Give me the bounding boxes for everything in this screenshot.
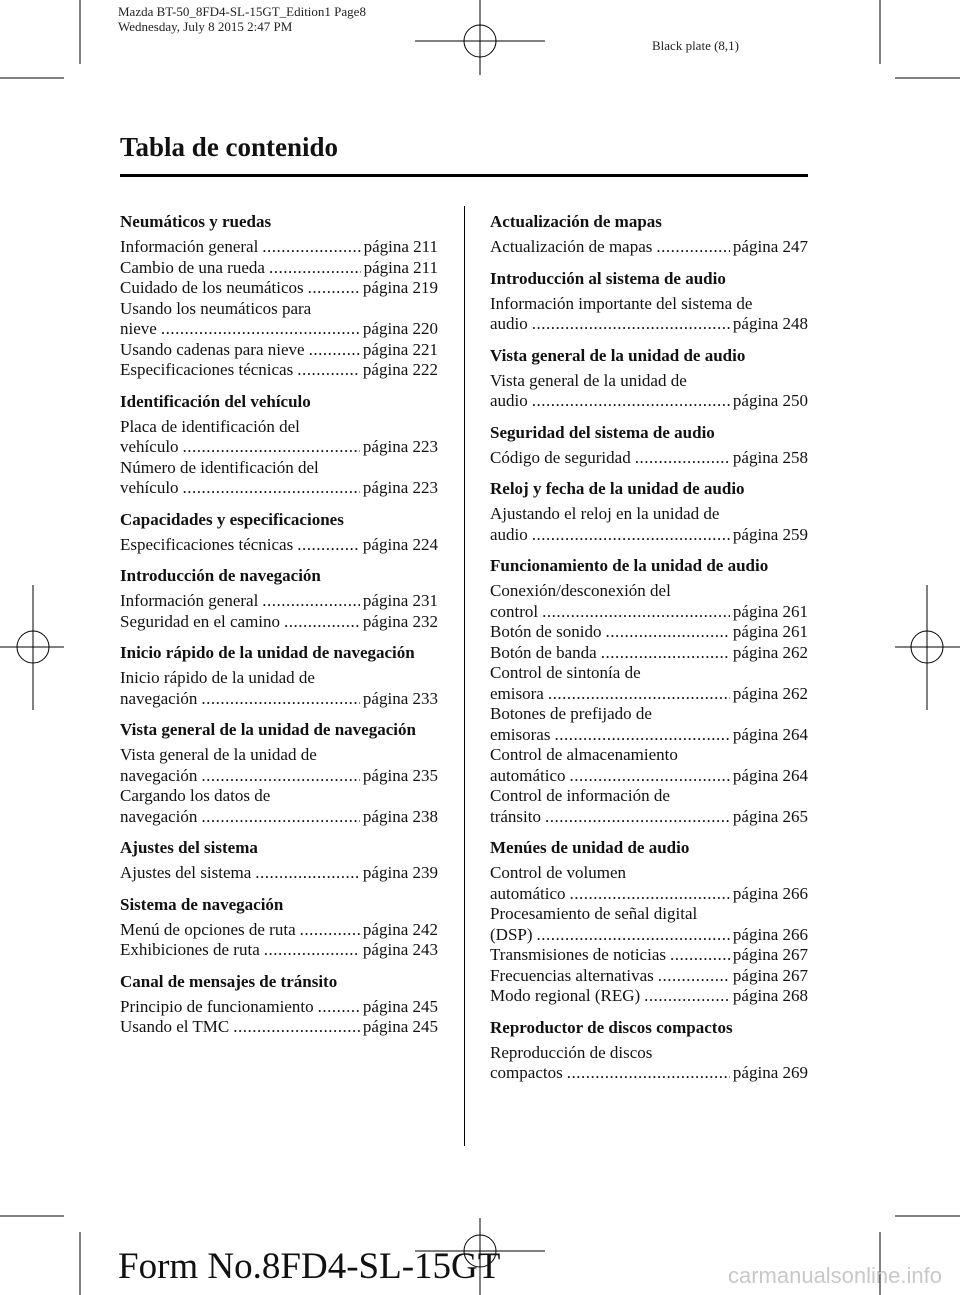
entry-line [120,237,438,258]
toc-entry[interactable] [490,945,808,966]
entry-title-line: Procesamiento de señal digital [490,904,698,923]
dot-leader [262,591,360,612]
section-heading: Neumáticos y ruedas [120,212,272,231]
entry-title: Botón de sonido [490,622,602,641]
toc-section [490,555,808,827]
page-reference[interactable]: página 223 [362,478,438,497]
entry-title: Cambio de una rueda [120,257,265,277]
toc-entry[interactable] [490,663,808,704]
dot-leader [545,807,730,828]
toc-section [120,211,438,381]
page-reference[interactable]: página 245 [362,996,438,1016]
entry-title: Modo regional (REG) [490,986,641,1005]
toc-entry[interactable] [490,745,808,786]
dot-leader [644,986,730,1007]
entry-title: compactos [490,1063,563,1082]
toc-entry[interactable] [120,612,438,633]
section-heading: Ajustes del sistema [120,838,258,857]
dot-leader [297,360,360,381]
entry-line [120,478,438,499]
entry-line [490,986,808,1007]
dot-leader [300,920,360,941]
toc-entry[interactable] [120,360,438,381]
entry-line [120,807,438,828]
page-reference[interactable]: página 239 [362,863,438,882]
toc-section [490,268,808,335]
entry-title: Ajustes del sistema [120,863,252,882]
toc-section [120,719,438,827]
page-reference[interactable]: página 242 [362,919,438,939]
toc-entry[interactable] [120,417,438,458]
dot-leader [264,940,360,961]
page-reference[interactable]: página 248 [732,314,808,333]
toc-entry[interactable] [490,237,808,258]
toc-entry[interactable] [490,448,808,469]
section-heading: Reloj y fecha de la unidad de audio [490,479,745,498]
section-heading: Reproductor de discos compactos [490,1017,733,1037]
toc-entry[interactable] [120,237,438,258]
page-reference[interactable]: página 224 [362,534,438,554]
toc-entry[interactable] [490,863,808,904]
dot-leader [670,945,730,966]
entry-line [490,314,808,335]
toc-section [490,422,808,469]
page-reference[interactable]: página 219 [362,278,438,297]
dot-leader [537,925,730,946]
entry-line [120,535,438,556]
page-reference[interactable]: página 250 [732,391,808,410]
entry-title-line: Número de identificación del [120,457,319,477]
toc-section [120,565,438,632]
entry-line [120,863,438,884]
toc-section [490,1017,808,1084]
toc-entry[interactable] [120,258,438,279]
dot-leader [308,278,360,299]
section-heading: Funcionamiento de la unidad de audio [490,556,769,575]
entry-title: navegación [120,806,198,826]
entry-title: Código de seguridad [490,447,631,467]
dot-leader [601,643,730,664]
toc-entry[interactable] [490,986,808,1007]
page-reference[interactable]: página 223 [362,437,438,456]
toc-entry[interactable] [490,622,808,643]
dot-leader [548,684,730,705]
entry-title-line: Control de volumen [490,863,626,882]
entry-line [490,925,808,946]
entry-title-line: Control de almacenamiento [490,745,678,764]
dot-leader [570,884,730,905]
page-reference[interactable]: página 258 [732,447,808,467]
entry-title: (DSP) [490,924,533,944]
entry-title: Información general [120,237,259,256]
page-reference[interactable]: página 220 [362,319,438,338]
entry-line [120,319,438,340]
page-reference[interactable]: página 222 [362,360,438,379]
entry-line [120,920,438,941]
page-reference[interactable]: página 259 [732,524,808,544]
dot-leader [201,766,360,787]
dot-leader [269,258,361,279]
toc-entry[interactable] [120,278,438,299]
entry-line [490,884,808,905]
page-reference[interactable]: página 268 [732,986,808,1005]
toc-entry[interactable] [490,904,808,945]
page-reference[interactable]: página 245 [362,1017,438,1036]
entry-title: automático [490,765,566,785]
entry-title-line: Vista general de la unidad de [490,370,687,390]
dot-leader [567,1063,730,1084]
page-reference[interactable]: página 262 [732,642,808,662]
entry-title-line: Cargando los datos de [120,786,271,805]
toc-section [490,478,808,545]
toc-entry[interactable] [120,299,438,340]
section-heading: Seguridad del sistema de audio [490,422,715,442]
column-divider [464,206,465,1146]
page-reference[interactable]: página 262 [732,683,808,703]
entry-title: Botón de banda [490,642,597,662]
dot-leader [233,1017,360,1038]
dot-leader [183,478,360,499]
toc-entry[interactable] [490,643,808,664]
entry-title-line: Ajustando el reloj en la unidad de [490,504,720,523]
entry-line [490,391,808,412]
entry-line [120,591,438,612]
dot-leader [297,535,360,556]
dot-leader [201,807,360,828]
page-reference[interactable]: página 232 [362,611,438,631]
toc-section [490,211,808,258]
entry-title-line: Conexión/desconexión del [490,581,671,600]
entry-line [120,340,438,361]
section-heading: Vista general de la unidad de audio [490,345,746,365]
entry-title: Actualización de mapas [490,237,653,256]
entry-title: navegación [120,765,198,785]
print-header-plate: Black plate (8,1) [652,38,739,53]
title-rule [120,174,808,177]
toc-entry[interactable] [120,997,438,1018]
entry-title: audio [490,391,528,410]
dot-leader [532,391,730,412]
toc-entry[interactable] [490,1043,808,1084]
toc-entry[interactable] [490,581,808,622]
entry-line [490,237,808,258]
entry-title: Exhibiciones de ruta [120,940,260,959]
toc-entry[interactable] [120,863,438,884]
dot-leader [309,340,360,361]
section-heading: Menúes de unidad de audio [490,838,690,857]
entry-title: control [490,601,539,621]
dot-leader [255,863,360,884]
entry-title: tránsito [490,806,541,826]
entry-line [490,945,808,966]
page-reference[interactable]: página 261 [732,622,808,641]
watermark-logo: carmanualsonline.info [727,1263,942,1288]
entry-line [120,360,438,381]
toc-section [120,391,438,499]
page-reference[interactable]: página 221 [362,339,438,359]
entry-title-line: Vista general de la unidad de [120,745,317,764]
toc-section [490,837,808,1007]
entry-line [490,684,808,705]
entry-title: Usando el TMC [120,1017,230,1036]
toc-entry[interactable] [120,940,438,961]
toc-entry[interactable] [490,704,808,745]
toc-entry[interactable] [490,371,808,412]
entry-title: vehículo [120,437,179,456]
toc-entry[interactable] [120,745,438,786]
toc-entry[interactable] [120,340,438,361]
entry-title: Transmisiones de noticias [490,945,666,964]
form-number: Form No.8FD4-SL-15GT [118,1246,501,1287]
entry-title: Frecuencias alternativas [490,965,654,985]
section-heading: Sistema de navegación [120,894,284,914]
toc-section [120,894,438,961]
toc-right-column [490,211,808,1094]
entry-line [120,278,438,299]
entry-line [490,622,808,643]
page-reference[interactable]: página 264 [732,724,808,744]
dot-leader [532,525,730,546]
entry-title-line: Control de sintonía de [490,663,641,682]
entry-title: vehículo [120,478,179,497]
entry-line [120,997,438,1018]
entry-title: Usando cadenas para nieve [120,339,305,359]
entry-title: audio [490,524,528,544]
page-reference[interactable]: página 211 [363,237,438,256]
section-heading: Capacidades y especificaciones [120,509,344,529]
entry-title: Especificaciones técnicas [120,534,294,554]
entry-title-line: Reproducción de discos [490,1042,653,1062]
dot-leader [284,612,360,633]
entry-title: automático [490,883,566,903]
dot-leader [201,689,360,710]
entry-line [490,1063,808,1084]
page-reference[interactable]: página 233 [362,688,438,708]
section-heading: Introducción al sistema de audio [490,268,726,288]
page-reference[interactable]: página 238 [362,806,438,826]
entry-title-line: Información importante del sistema de [490,293,753,313]
entry-title-line: Usando los neumáticos para [120,298,312,318]
entry-line [490,966,808,987]
entry-line [120,940,438,961]
page-reference[interactable]: página 211 [363,257,438,277]
section-heading: Canal de mensajes de tránsito [120,971,338,991]
entry-line [490,525,808,546]
dot-leader [656,237,730,258]
page-title: Tabla de contenido [120,132,339,162]
dot-leader [542,602,730,623]
entry-title: emisoras [490,724,551,744]
page-reference[interactable]: página 264 [732,765,808,785]
page-reference[interactable]: página 261 [732,601,808,621]
page-reference[interactable]: página 231 [362,591,438,610]
entry-title: Información general [120,591,259,610]
entry-title-line: Control de información de [490,786,670,805]
toc-section [490,345,808,412]
toc-entry[interactable] [120,458,438,499]
entry-line [120,1017,438,1038]
page-reference[interactable]: página 235 [362,765,438,785]
entry-title-line: Inicio rápido de la unidad de [120,668,315,687]
toc-left-column [120,211,438,1048]
dot-leader [318,997,360,1018]
toc-entry[interactable] [490,786,808,827]
entry-title: Menú de opciones de ruta [120,919,296,939]
entry-line [490,807,808,828]
dot-leader [183,437,360,458]
dot-leader [532,314,730,335]
entry-title: Especificaciones técnicas [120,360,294,379]
toc-entry[interactable] [490,966,808,987]
page-reference[interactable]: página 265 [732,806,808,826]
dot-leader [635,448,730,469]
page-reference[interactable]: página 267 [732,965,808,985]
toc-entry[interactable] [120,786,438,827]
entry-title: navegación [120,688,198,708]
entry-title: audio [490,314,528,333]
print-header-date: Wednesday, July 8 2015 2:47 PM [118,19,293,34]
entry-title: emisora [490,683,544,703]
section-heading: Inicio rápido de la unidad de navegación [120,643,415,662]
entry-line [490,643,808,664]
dot-leader [554,725,729,746]
toc-entry[interactable] [490,504,808,545]
toc-section [120,837,438,884]
dot-leader [570,766,730,787]
toc-entry[interactable] [120,1017,438,1038]
print-header-file: Mazda BT-50_8FD4-SL-15GT_Edition1 Page8 [118,4,366,19]
dot-leader [605,622,729,643]
toc-entry[interactable] [120,591,438,612]
entry-title: Cuidado de los neumáticos [120,278,304,297]
page-reference[interactable]: página 266 [732,924,808,944]
toc-entry[interactable] [490,294,808,335]
entry-title: nieve [120,319,157,338]
toc-entry[interactable] [120,535,438,556]
dot-leader [658,966,730,987]
toc-section [120,642,438,709]
entry-line [490,602,808,623]
page-reference[interactable]: página 247 [732,237,808,256]
entry-line [120,689,438,710]
entry-title-line: Botones de prefijado de [490,704,652,723]
toc-section [120,971,438,1038]
entry-title-line: Placa de identificación del [120,416,300,436]
section-heading: Actualización de mapas [490,212,662,231]
page-reference[interactable]: página 243 [362,940,438,959]
toc-entry[interactable] [120,920,438,941]
toc-section [120,509,438,556]
page-reference[interactable]: página 269 [732,1063,808,1082]
page-reference[interactable]: página 267 [732,945,808,964]
entry-line [490,448,808,469]
entry-title: Seguridad en el camino [120,611,281,631]
section-heading: Vista general de la unidad de navegación [120,720,416,739]
page-reference[interactable]: página 266 [732,883,808,903]
entry-line [120,437,438,458]
entry-line [490,766,808,787]
entry-line [120,766,438,787]
dot-leader [262,237,360,258]
entry-line [120,258,438,279]
toc-entry[interactable] [120,668,438,709]
section-heading: Introducción de navegación [120,566,321,585]
section-heading: Identificación del vehículo [120,391,311,411]
entry-line [490,725,808,746]
entry-title: Principio de funcionamiento [120,996,314,1016]
dot-leader [161,319,360,340]
entry-line [120,612,438,633]
